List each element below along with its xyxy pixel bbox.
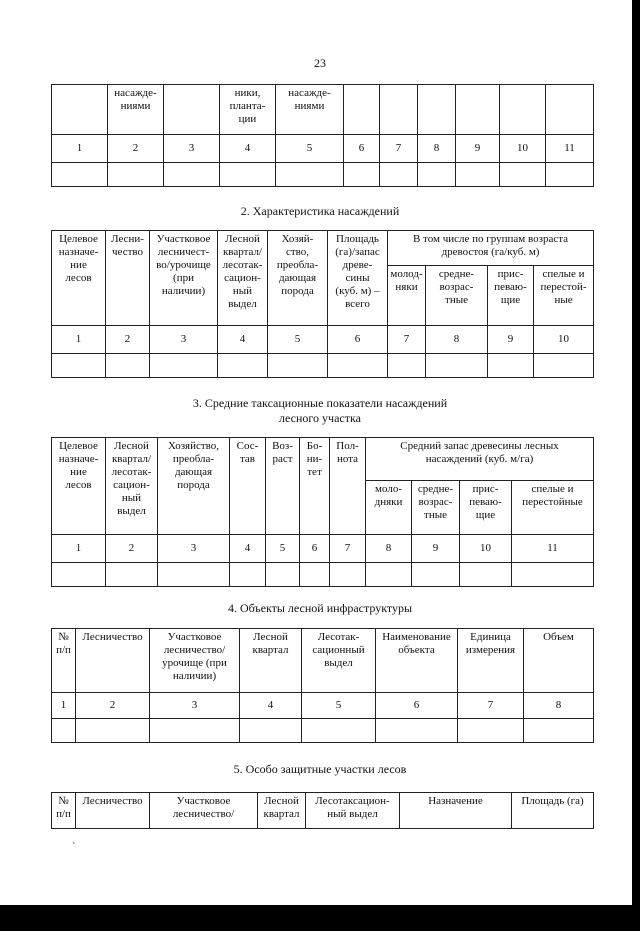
column-number-row (52, 693, 594, 719)
header-cell: насажде- ниями (108, 85, 164, 135)
data-cell (76, 719, 150, 743)
header-target-purpose: Целевое назначе- ние лесов (52, 438, 106, 535)
column-number: 2 (106, 326, 150, 354)
column-number: 10 (534, 326, 594, 354)
header-quarter-plot: Лесной квартал/ лесотак- сацион- ный выдел (218, 231, 268, 326)
data-cell (52, 563, 106, 587)
header-plot: Лесотаксацион- ный выдел (306, 793, 400, 829)
data-cell (488, 354, 534, 378)
data-cell (164, 163, 220, 187)
data-cell (240, 719, 302, 743)
column-number: 2 (108, 135, 164, 163)
table-header-row (52, 629, 594, 693)
column-number: 2 (106, 535, 158, 563)
data-cell (52, 163, 108, 187)
data-cell (418, 163, 456, 187)
header-forestry: Лесни- чество (106, 231, 150, 326)
header-row-number: № п/п (52, 793, 76, 829)
column-number: 6 (344, 135, 380, 163)
column-number: 3 (164, 135, 220, 163)
header-cell (380, 85, 418, 135)
header-cell (456, 85, 500, 135)
data-cell (266, 563, 300, 587)
header-cell: ники, планта- ции (220, 85, 276, 135)
column-number: 5 (302, 693, 376, 719)
table-specially-protected-areas (51, 792, 594, 829)
column-number: 5 (276, 135, 344, 163)
header-district-forestry: Участковое лесничество/ урочище (при наличии) (150, 629, 240, 693)
column-number: 1 (52, 326, 106, 354)
data-cell (460, 563, 512, 587)
header-maturing: прис- певаю- щие (460, 481, 512, 535)
column-number: 8 (418, 135, 456, 163)
empty-data-row (52, 719, 594, 743)
header-area-total: Площадь (га)/запас древе- сины (куб. м) – всего (328, 231, 388, 326)
header-cell (52, 85, 108, 135)
data-cell (106, 563, 158, 587)
column-number: 6 (300, 535, 330, 563)
header-age-groups: В том числе по группам возраста древостоя (га/куб. м) (388, 231, 594, 266)
data-cell (376, 719, 458, 743)
data-cell (52, 719, 76, 743)
header-target-purpose: Целевое назначе- ние лесов (52, 231, 106, 326)
header-quarter: Лесной квартал (258, 793, 306, 829)
data-cell (546, 163, 594, 187)
data-cell (106, 354, 150, 378)
header-purpose: Назначение (400, 793, 512, 829)
data-cell (150, 719, 240, 743)
header-composition: Сос- тав (230, 438, 266, 535)
data-cell (158, 563, 230, 587)
column-number: 11 (546, 135, 594, 163)
column-number: 4 (240, 693, 302, 719)
header-middle-aged: средне- возрас- тные (426, 266, 488, 326)
header-density: Пол- нота (330, 438, 366, 535)
column-number: 3 (150, 693, 240, 719)
table-header-row (52, 85, 594, 135)
data-cell (330, 563, 366, 587)
empty-data-row (52, 163, 594, 187)
column-number: 9 (412, 535, 460, 563)
data-cell (426, 354, 488, 378)
column-number: 3 (158, 535, 230, 563)
section-3-title: 3. Средние таксационные показатели насаждений лесного участка (192, 396, 448, 425)
header-young: моло- дняки (366, 481, 412, 535)
header-area: Площадь (га) (512, 793, 594, 829)
data-cell (302, 719, 376, 743)
header-cell (344, 85, 380, 135)
column-number: 9 (488, 326, 534, 354)
header-cell (164, 85, 220, 135)
data-cell (328, 354, 388, 378)
data-cell (524, 719, 594, 743)
header-mature-overmature: спелые и перестойные (512, 481, 594, 535)
header-mean-stock: Средний запас древесины лесных насаждений (куб. м/га) (366, 438, 594, 481)
column-number: 4 (230, 535, 266, 563)
column-number: 7 (330, 535, 366, 563)
scan-edge-right (632, 0, 640, 931)
column-number-row (52, 535, 594, 563)
header-dominant-species: Хозяйство, преобла- дающая порода (158, 438, 230, 535)
header-forestry: Лесничество (76, 629, 150, 693)
column-number: 8 (524, 693, 594, 719)
column-number: 10 (460, 535, 512, 563)
data-cell (276, 163, 344, 187)
header-cell (546, 85, 594, 135)
data-cell (456, 163, 500, 187)
data-cell (52, 354, 106, 378)
column-number: 1 (52, 535, 106, 563)
data-cell (412, 563, 460, 587)
header-cell: насажде- ниями (276, 85, 344, 135)
data-cell (300, 563, 330, 587)
table-header-row (52, 231, 594, 266)
column-number: 8 (366, 535, 412, 563)
data-cell (220, 163, 276, 187)
header-plot: Лесотак- сационный выдел (302, 629, 376, 693)
header-district-forestry: Участковое лесничест- во/урочище (при наличии) (150, 231, 218, 326)
column-number: 4 (220, 135, 276, 163)
page-number: 23 (314, 56, 326, 70)
header-row-number: № п/п (52, 629, 76, 693)
data-cell (380, 163, 418, 187)
column-number: 11 (512, 535, 594, 563)
table-mean-inventory-indicators (51, 437, 594, 587)
header-age: Воз- раст (266, 438, 300, 535)
section-2-title: 2. Характеристика насаждений (240, 204, 400, 218)
column-number: 2 (76, 693, 150, 719)
header-forestry: Лесничество (76, 793, 150, 829)
data-cell (534, 354, 594, 378)
header-volume: Объем (524, 629, 594, 693)
column-number: 7 (388, 326, 426, 354)
header-maturing: прис- певаю- щие (488, 266, 534, 326)
data-cell (500, 163, 546, 187)
header-unit: Единица измерения (458, 629, 524, 693)
table-continuation (51, 84, 594, 187)
data-cell (344, 163, 380, 187)
data-cell (218, 354, 268, 378)
stray-mark: ` (72, 842, 76, 853)
column-number: 9 (456, 135, 500, 163)
column-number: 5 (266, 535, 300, 563)
section-5-title: 5. Особо защитные участки лесов (233, 762, 407, 776)
column-number: 7 (380, 135, 418, 163)
data-cell (388, 354, 426, 378)
column-number-row (52, 135, 594, 163)
header-cell (500, 85, 546, 135)
header-quarter-plot: Лесной квартал/ лесотак- сацион- ный выдел (106, 438, 158, 535)
scan-edge-bottom (0, 905, 640, 931)
column-number-row (52, 326, 594, 354)
header-middle-aged: средне- возрас- тные (412, 481, 460, 535)
column-number: 7 (458, 693, 524, 719)
header-young: молод- няки (388, 266, 426, 326)
data-cell (150, 354, 218, 378)
table-forest-infrastructure (51, 628, 594, 743)
header-district-forestry: Участковое лесничество/ (150, 793, 258, 829)
data-cell (512, 563, 594, 587)
empty-data-row (52, 563, 594, 587)
table-stands-characteristics (51, 230, 594, 378)
column-number: 1 (52, 693, 76, 719)
column-number: 6 (328, 326, 388, 354)
header-object-name: Наименование объекта (376, 629, 458, 693)
data-cell (268, 354, 328, 378)
header-mature-overmature: спелые и перестой- ные (534, 266, 594, 326)
column-number: 8 (426, 326, 488, 354)
column-number: 10 (500, 135, 546, 163)
empty-data-row (52, 354, 594, 378)
data-cell (230, 563, 266, 587)
column-number: 3 (150, 326, 218, 354)
header-quarter: Лесной квартал (240, 629, 302, 693)
table-header-row (52, 793, 594, 829)
data-cell (458, 719, 524, 743)
table-header-row (52, 438, 594, 481)
column-number: 4 (218, 326, 268, 354)
column-number: 6 (376, 693, 458, 719)
header-cell (418, 85, 456, 135)
column-number: 1 (52, 135, 108, 163)
section-4-title: 4. Объекты лесной инфраструктуры (227, 601, 413, 615)
header-site-class: Бо- ни- тет (300, 438, 330, 535)
data-cell (108, 163, 164, 187)
header-dominant-species: Хозяй- ство, преобла- дающая порода (268, 231, 328, 326)
column-number: 5 (268, 326, 328, 354)
data-cell (366, 563, 412, 587)
